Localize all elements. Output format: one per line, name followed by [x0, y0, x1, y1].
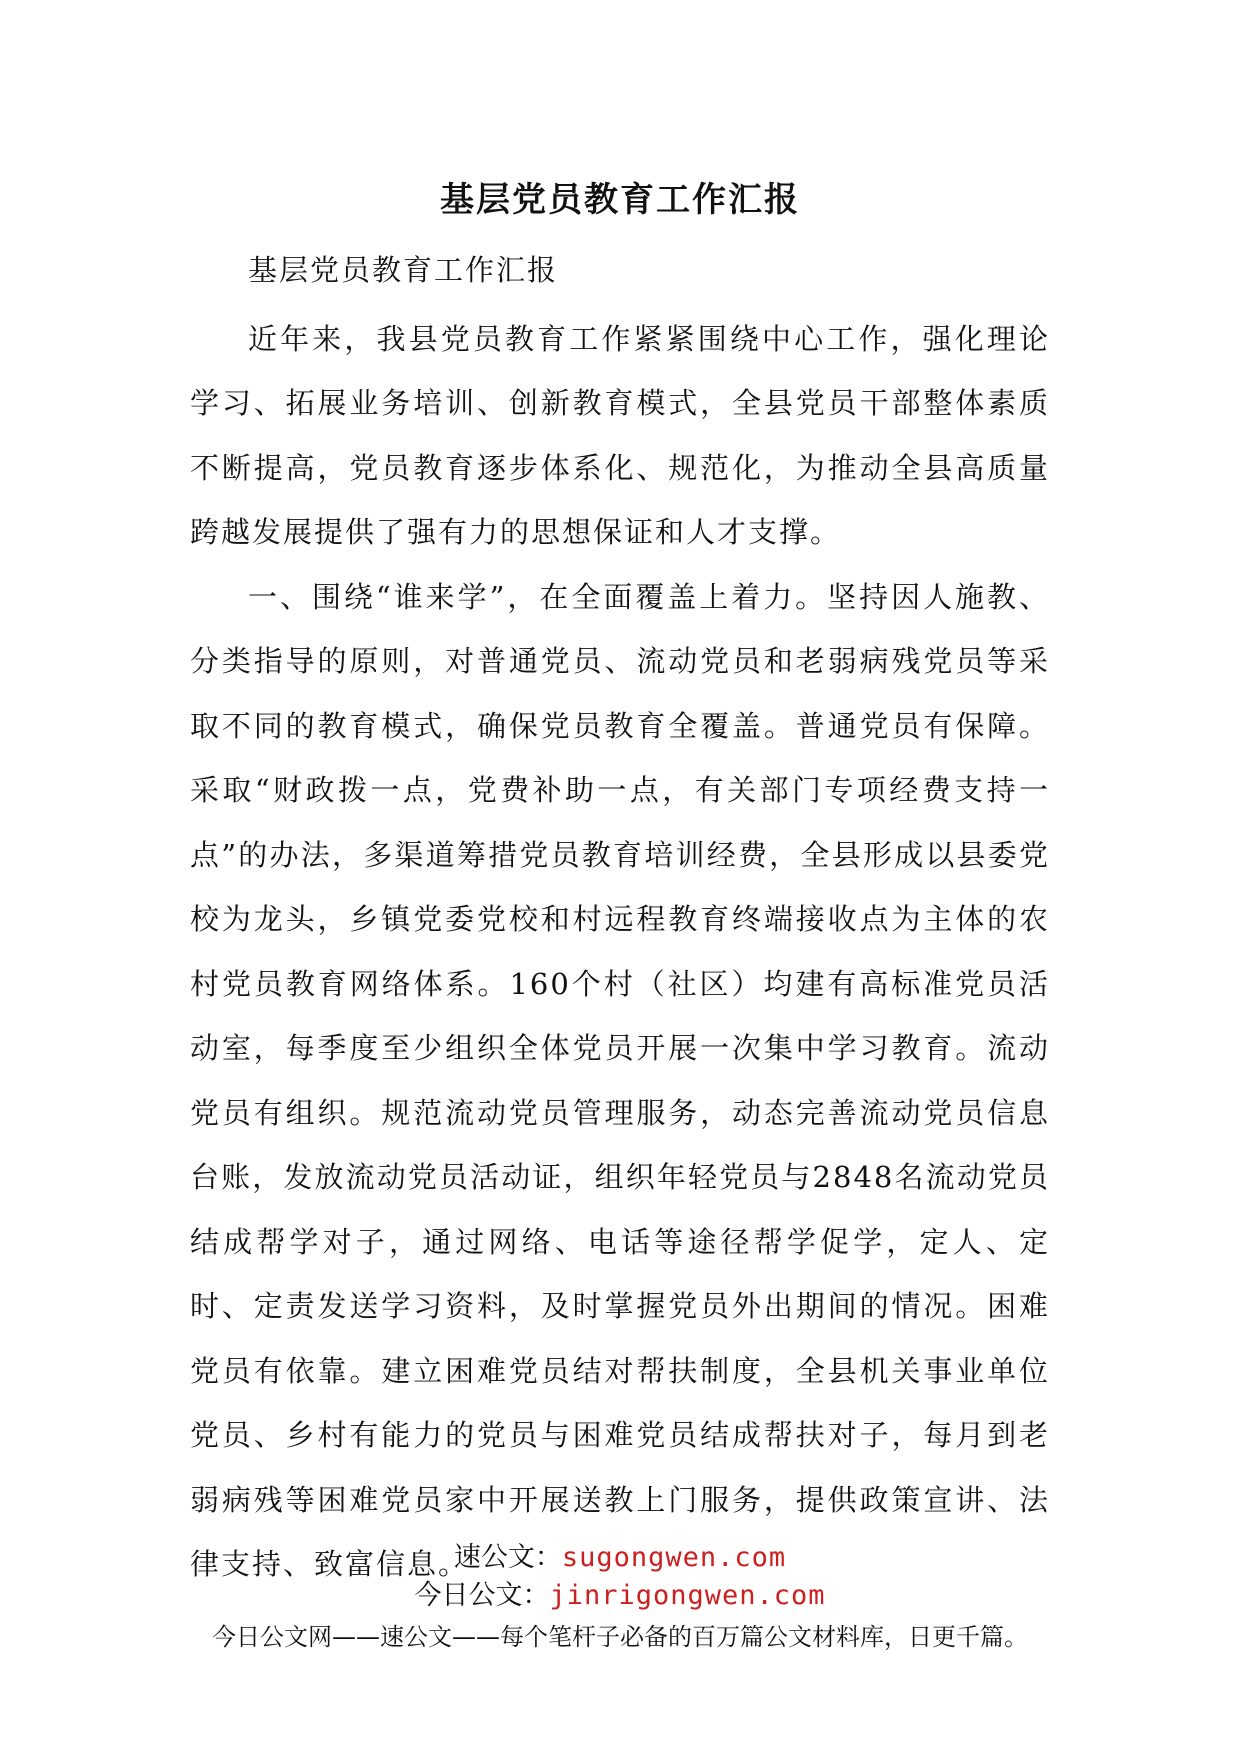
- footer-sugongwen: [0, 1540, 1240, 1576]
- footer-jinrigongwen-link[interactable]: jinrigongwen.com: [549, 1580, 826, 1611]
- footer-jinrigongwen: [0, 1578, 1240, 1614]
- paragraph-section-one: 一、围绕“谁来学”，在全面覆盖上着力。坚持因人施教、分类指导的原则，对普通党员、流动党员和老弱病残党员等采取不同的教育模式，确保党员教育全覆盖。普通党员有保障。采取“财政拨一点，党费补助一点，有关部门专项经费支持一点”的办法，多渠道筹措党员教育培训经费，全县形成以县委党校为龙头，乡镇党委党校和村远程教育终端接收点为主体的农村党员教育网络体系。160个村（社区）均建有高标准党员活动室，每季度至少组织全体党员开展一次集中学习教育。流动党员有组织。规范流动党员管理服务，动态完善流动党员信息台账，发放流动党员活动证，组织年轻党员与2848名流动党员结成帮学对子，通过网络、电话等途径帮学促学，定人、定时、定责发送学习资料，及时掌握党员外出期间的情况。困难党员有依靠。建立困难党员结对帮扶制度，全县机关事业单位党员、乡村有能力的党员与困难党员结成帮扶对子，每月到老弱病残等困难党员家中开展送教上门服务，提供政策宣讲、法律支持、致富信息。: [190, 579, 1050, 1581]
- footer-jinrigongwen-label: 今日公文：: [414, 1580, 550, 1611]
- footer-sugongwen-link[interactable]: sugongwen.com: [561, 1542, 787, 1573]
- footer-slogan: 今日公文网——速公文——每个笔杆子必备的百万篇公文材料库，日更千篇。: [212, 1623, 1028, 1651]
- document-title: 基层党员教育工作汇报: [440, 180, 800, 220]
- paragraph-intro: 近年来，我县党员教育工作紧紧围绕中心工作，强化理论学习、拓展业务培训、创新教育模式，全县党员干部整体素质不断提高，党员教育逐步体系化、规范化，为推动全县高质量跨越发展提供了强有力的思想保证和人才支撑。: [190, 321, 1050, 549]
- document-subtitle: 基层党员教育工作汇报: [248, 253, 559, 287]
- document-body: [190, 238, 1050, 1597]
- footer-sugongwen-label: 速公文：: [453, 1542, 562, 1573]
